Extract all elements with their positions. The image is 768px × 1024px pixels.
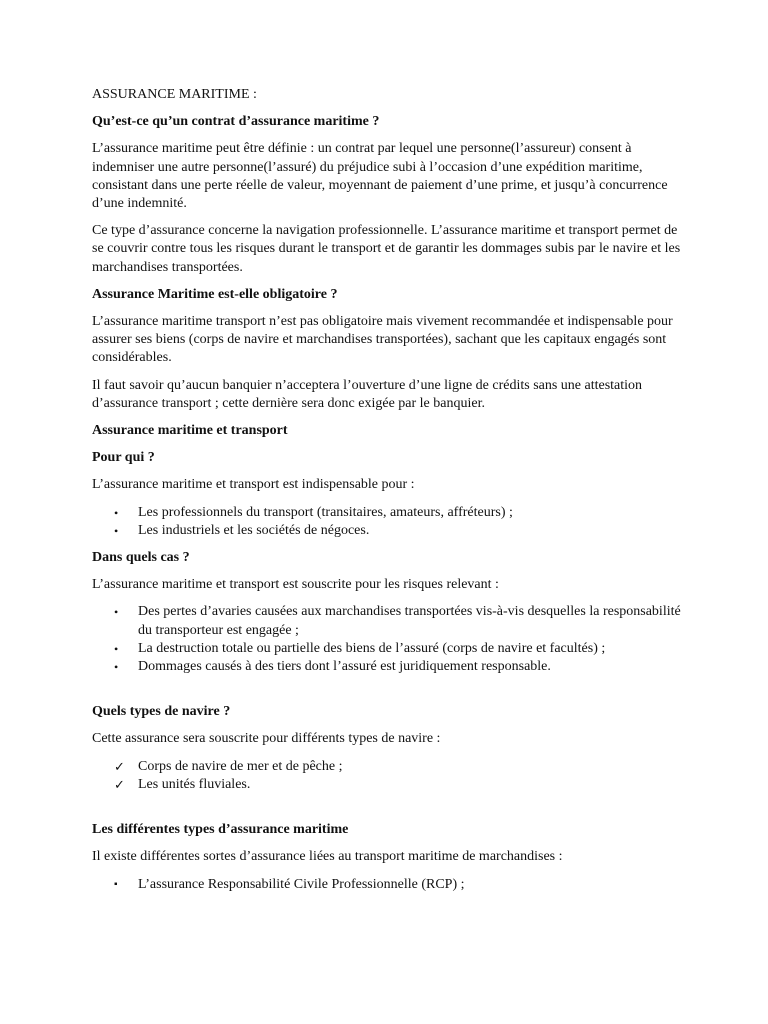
list-item bbox=[92, 658, 684, 676]
paragraph-sortes-assurance: Il existe différentes sortes d’assurance liées au transport maritime de marchandises : bbox=[92, 849, 563, 865]
bullet-icon: • bbox=[114, 605, 119, 620]
document-title: ASSURANCE MARITIME : bbox=[92, 87, 257, 102]
list-item bbox=[92, 603, 684, 639]
list-item-text: Corps de navire de mer et de pêche ; bbox=[138, 758, 343, 774]
paragraph-recommandee: L’assurance maritime transport n’est pas obligatoire mais vivement recommandée et indispensable pour assurer ses biens (corps de navire et marchandises transportées), sachant que les capitaux engagés sont considérables. bbox=[92, 314, 673, 366]
list-item bbox=[92, 640, 684, 658]
list-types-assurance bbox=[92, 876, 684, 894]
paragraph-banquier: Il faut savoir qu’aucun banquier n’acceptera l’ouverture d’une ligne de crédits sans une attestation d’assurance transport ; cette dernière sera donc exigée par le banquier. bbox=[92, 377, 643, 411]
section-heading-types-assurance: Les différentes types d’assurance maritime bbox=[92, 822, 349, 838]
paragraph-types-navire: Cette assurance sera souscrite pour différents types de navire : bbox=[92, 731, 441, 747]
list-cas bbox=[92, 603, 684, 676]
list-item bbox=[92, 522, 684, 540]
square-bullet-icon: ▪ bbox=[114, 878, 118, 890]
list-item bbox=[92, 758, 684, 776]
bullet-icon: • bbox=[114, 505, 119, 520]
paragraph-souscrite: L’assurance maritime et transport est souscrite pour les risques relevant : bbox=[92, 577, 499, 593]
list-pour-qui bbox=[92, 504, 684, 540]
section-heading-transport: Assurance maritime et transport bbox=[92, 423, 288, 439]
list-item-text: La destruction totale ou partielle des biens de l’assuré (corps de navire et facultés) ; bbox=[138, 640, 606, 656]
section-heading-pour-qui: Pour qui ? bbox=[92, 450, 155, 466]
list-item-text: Des pertes d’avaries causées aux marchandises transportées vis-à-vis desquelles la responsabilité du transporteur est engagée ; bbox=[138, 604, 681, 638]
document-page bbox=[92, 86, 684, 903]
paragraph-navigation: Ce type d’assurance concerne la navigation professionnelle. L’assurance maritime et transport permet de se couvrir contre tous les risques durant le transport et de garantir les dommages subis par le navire et les marchandises transportées. bbox=[92, 223, 681, 275]
paragraph-definition: L’assurance maritime peut être définie : un contrat par lequel une personne(l’assureur) consent à indemniser une autre personne(l’assuré) du préjudice subi à l’occasion d’une expédition maritime, consistant dans une perte réelle de valeur, moyennant de paiement d’une prime, et jusqu’à concurrence d’une indemnité. bbox=[92, 141, 668, 212]
spacer bbox=[92, 685, 684, 703]
section-heading-types-navire: Quels types de navire ? bbox=[92, 704, 231, 720]
list-item-text: Les industriels et les sociétés de négoces. bbox=[138, 522, 370, 538]
section-heading-obligatoire: Assurance Maritime est-elle obligatoire ? bbox=[92, 286, 338, 302]
paragraph-indispensable: L’assurance maritime et transport est indispensable pour : bbox=[92, 477, 415, 493]
spacer bbox=[92, 803, 684, 821]
section-heading-dans-quels-cas: Dans quels cas ? bbox=[92, 550, 190, 566]
section-heading-contract: Qu’est-ce qu’un contrat d’assurance maritime ? bbox=[92, 114, 380, 130]
list-item bbox=[92, 776, 684, 794]
list-item bbox=[92, 876, 684, 894]
bullet-icon: • bbox=[114, 523, 119, 538]
checkmark-icon: ✓ bbox=[114, 776, 125, 792]
list-types-navire bbox=[92, 758, 684, 794]
bullet-icon: • bbox=[114, 660, 119, 675]
list-item bbox=[92, 504, 684, 522]
list-item-text: Les unités fluviales. bbox=[138, 776, 251, 792]
list-item-text: Dommages causés à des tiers dont l’assuré est juridiquement responsable. bbox=[138, 659, 551, 675]
checkmark-icon: ✓ bbox=[114, 758, 125, 774]
list-item-text: Les professionnels du transport (transitaires, amateurs, affréteurs) ; bbox=[138, 504, 513, 520]
list-item-text: L’assurance Responsabilité Civile Professionnelle (RCP) ; bbox=[138, 876, 465, 892]
bullet-icon: • bbox=[114, 641, 119, 656]
